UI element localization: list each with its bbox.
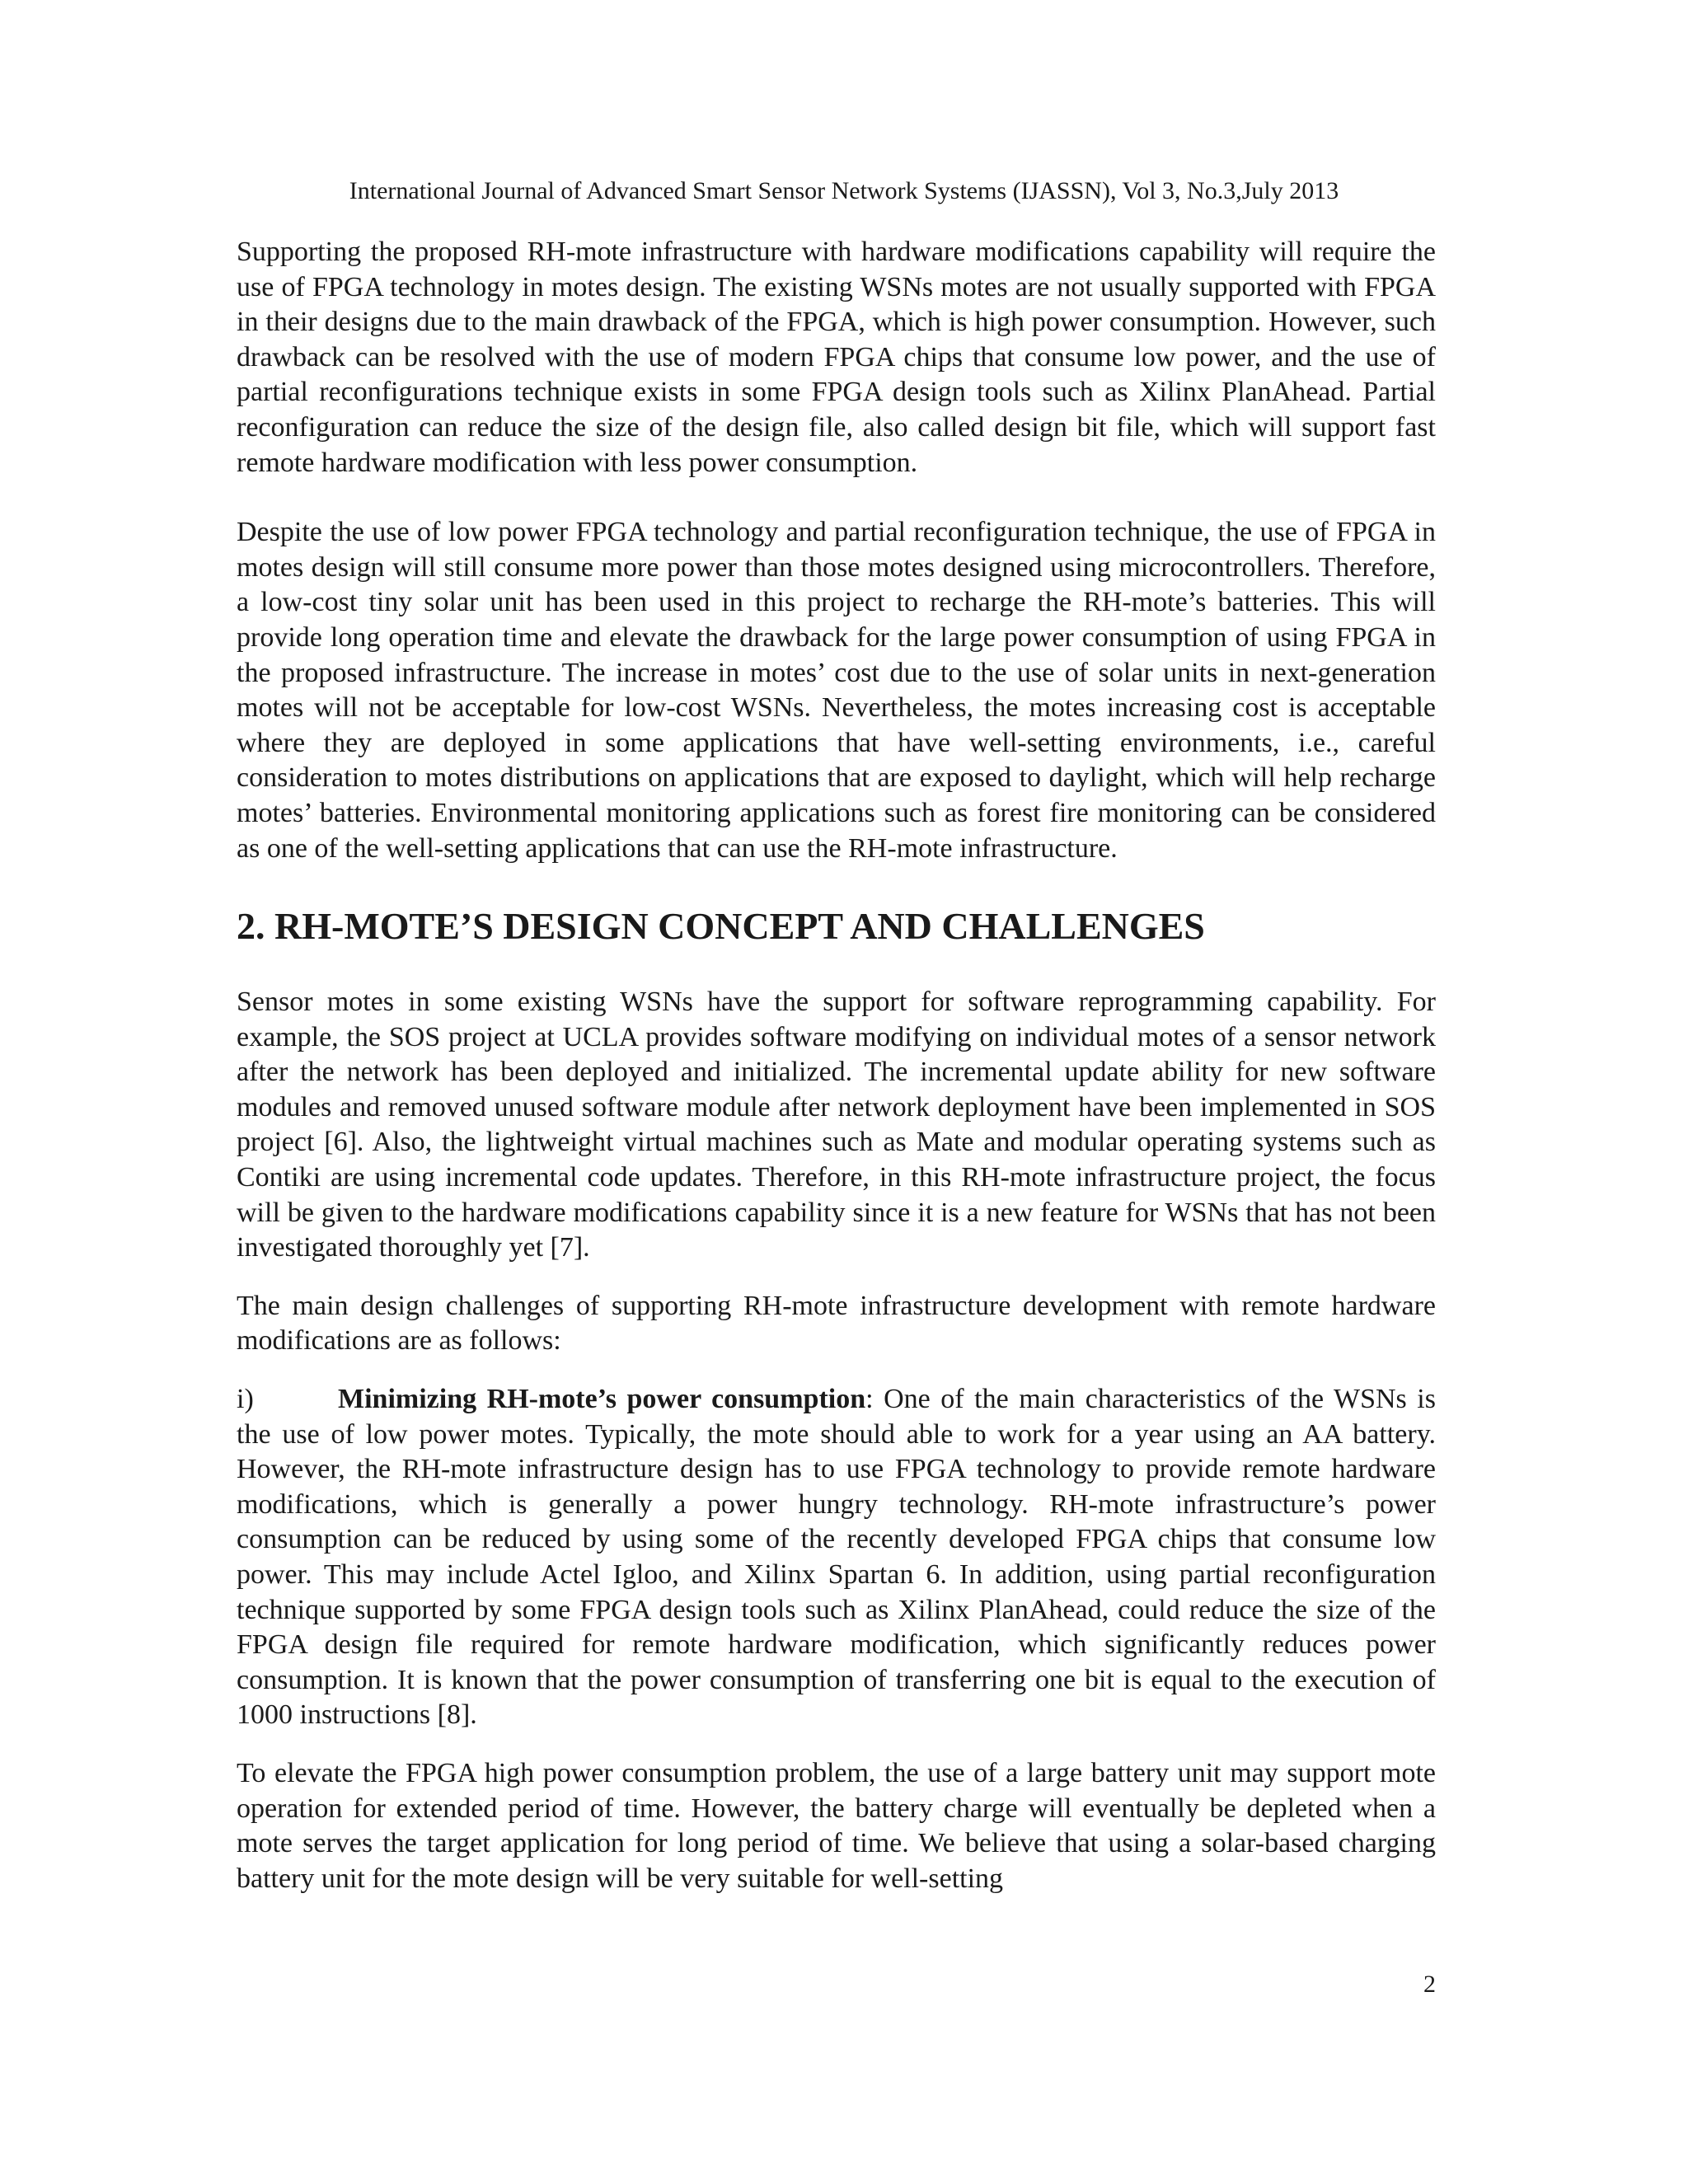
paragraph-solar-recharge: Despite the use of low power FPGA technology and partial reconfiguration technique, the use of FPGA in motes design will still consume more power than those motes designed using microcontrollers. Therefore, a low-cost tiny solar unit has been used in this project to recharge the RH-mote’s batteries. This will provide long operation time and elevate the drawback for the large power consumption of using FPGA in the proposed infrastructure. The increase in motes’ cost due to the use of solar units in next-generation motes will not be acceptable for low-cost WSNs. Nevertheless, the motes increasing cost is acceptable where they are deployed in some applications that have well-setting environments, i.e., careful consideration to motes distributions on applications that are exposed to daylight, which will help recharge motes’ batteries. Environmental monitoring applications such as forest fire monitoring can be considered as one of the well-setting applications that can use the RH-mote infrastructure.	[237, 517, 1436, 864]
body-text	[237, 235, 1436, 1896]
list-item-marker: i)	[237, 1384, 254, 1415]
list-item-power-consumption	[237, 1382, 1436, 1733]
list-item-title: Minimizing RH-mote’s power consumption	[338, 1384, 866, 1415]
page-number: 2	[1423, 1971, 1436, 1998]
list-item-text: : One of the main characteristics of the WSNs is the use of low power motes. Typically, the mote should able to work for a year using an AA battery. However, the RH-mote infrastructure design has to use FPGA technology to provide remote hardware modifications, which is generally a power hungry technology. RH-mote infrastructure’s power consumption can be reduced by using some of the recently developed FPGA chips that consume low power. This may include Actel Igloo, and Xilinx Spartan 6. In addition, using partial reconfiguration technique supported by some FPGA design tools such as Xilinx PlanAhead, could reduce the size of the FPGA design file required for remote hardware modification, which significantly reduces power consumption. It is known that the power consumption of transferring one bit is equal to the execution of 1000 instructions [8].	[237, 1384, 1436, 1731]
section-heading: 2. RH-MOTE’S DESIGN CONCEPT AND CHALLENGES	[237, 905, 1205, 948]
paragraph-fpga-requirement: Supporting the proposed RH-mote infrastructure with hardware modifications capability will require the use of FPGA technology in motes design. The existing WSNs motes are not usually supported with FPGA in their designs due to the main drawback of the FPGA, which is high power consumption. However, such drawback can be resolved with the use of modern FPGA chips that consume low power, and the use of partial reconfigurations technique exists in some FPGA design tools such as Xilinx PlanAhead. Partial reconfiguration can reduce the size of the design file, also called design bit file, which will support fast remote hardware modification with less power consumption.	[237, 237, 1436, 478]
running-header: International Journal of Advanced Smart Sensor Network Systems (IJASSN), Vol 3, No.3,July 2013	[349, 177, 1339, 204]
paragraph-software-reprogramming: Sensor motes in some existing WSNs have the support for software reprogramming capability. For example, the SOS project at UCLA provides software modifying on individual motes of a sensor network after the network has been deployed and initialized. The incremental update ability for new software modules and removed unused software module after network deployment have been implemented in SOS project [6]. Also, the lightweight virtual machines such as Mate and modular operating systems such as Contiki are using incremental code updates. Therefore, in this RH-mote infrastructure project, the focus will be given to the hardware modifications capability since it is a new feature for WSNs that has not been investigated thoroughly yet [7].	[237, 987, 1436, 1263]
paragraph-battery-solution: To elevate the FPGA high power consumption problem, the use of a large battery unit may support mote operation for extended period of time. However, the battery charge will eventually be depleted when a mote serves the target application for long period of time. We believe that using a solar-based charging battery unit for the mote design will be very suitable for well-setting	[237, 1757, 1436, 1894]
paragraph-challenges-intro: The main design challenges of supporting RH-mote infrastructure development with remote hardware modifications are as follows:	[237, 1290, 1436, 1357]
